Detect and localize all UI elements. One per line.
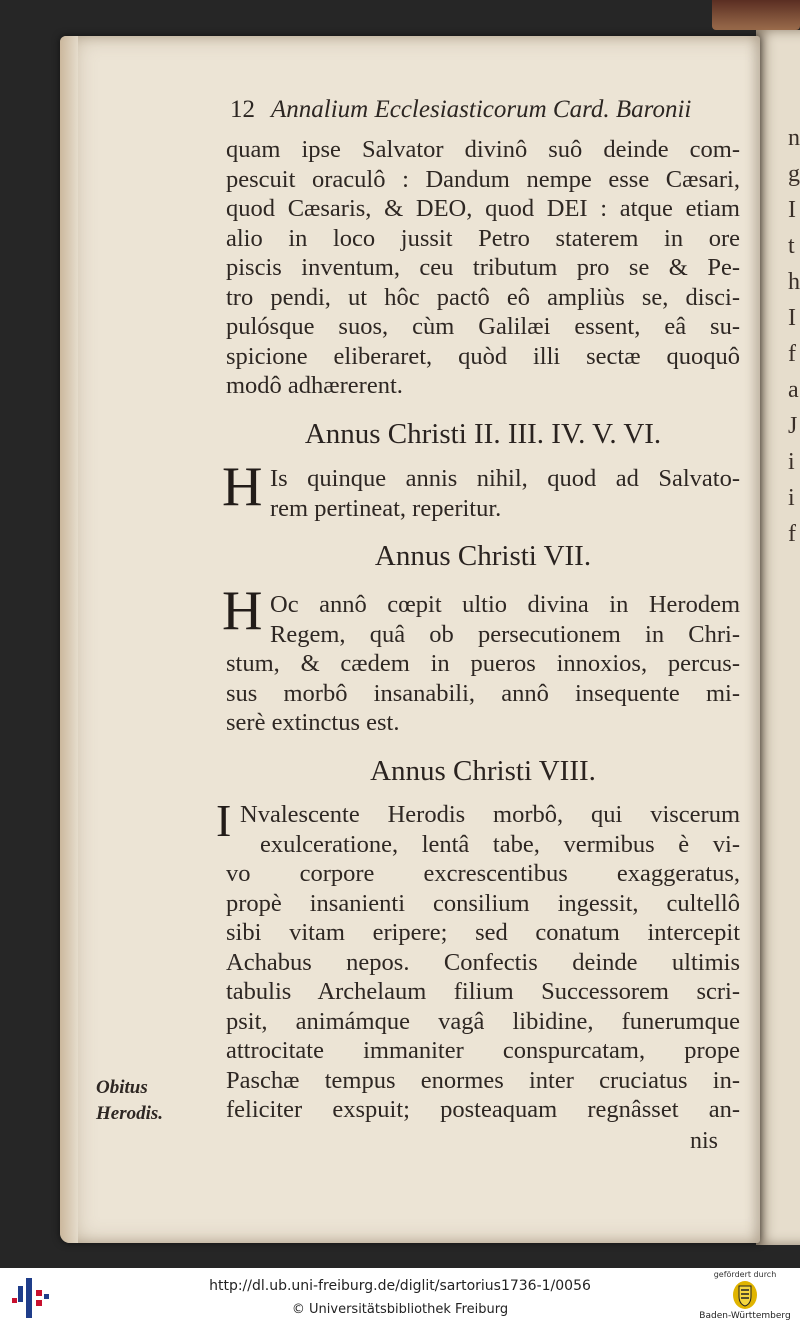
text-line: pescuit oraculô : Dandum nempe esse Cæsari, <box>226 165 740 193</box>
text-line: Regem, quâ ob persecutionem in Chri- <box>270 620 740 648</box>
catchword: nis <box>690 1128 719 1154</box>
text-line: tro pendi, ut hôc pactô eô ampliùs se, disci- <box>226 283 740 311</box>
next-page-letter: i <box>788 485 795 511</box>
drop-cap: H <box>222 580 263 642</box>
text-line: exulceratione, lentâ tabe, vermibus è vi- <box>260 830 740 858</box>
running-header <box>230 96 700 124</box>
next-page-letter: a <box>788 377 799 403</box>
text-line: vo corpore excrescentibus exaggeratus, <box>226 860 740 887</box>
sponsor-block <box>695 1270 795 1321</box>
footer-bar <box>0 1268 800 1326</box>
next-page-letters <box>788 120 800 552</box>
next-page-letter: f <box>788 521 796 547</box>
text-line: psit, animámque vagâ libidine, funerumque <box>226 1007 740 1035</box>
text-line: stum, & cædem in pueros innoxios, percus- <box>226 650 740 677</box>
paragraph-2 <box>226 464 740 523</box>
paragraph-1 <box>226 135 740 401</box>
text-line: pulósque suos, cùm Galilæi essent, eâ su- <box>226 313 740 340</box>
sponsor-region: Baden-Württemberg <box>699 1311 791 1321</box>
text-line: piscis inventum, ceu tributum pro se & Pe- <box>226 254 740 281</box>
text-line: Paschæ tempus enormes inter cruciatus in- <box>226 1066 740 1094</box>
drop-cap: I <box>216 795 232 846</box>
text-line: sibi vitam eripere; sed conatum intercepit <box>226 919 740 946</box>
next-page-letter: I <box>788 305 796 331</box>
drop-cap: H <box>222 456 263 518</box>
next-page-letter: f <box>788 341 796 367</box>
permalink-url[interactable]: http://dl.ub.uni-freiburg.de/diglit/sartorius1736-1/0056 <box>209 1278 591 1294</box>
coat-of-arms-icon <box>732 1280 758 1310</box>
text-line: attrocitate immaniter conspurcatam, prope <box>226 1037 740 1064</box>
copyright-notice: © Universitätsbibliothek Freiburg <box>291 1302 509 1317</box>
page-gutter-shadow <box>60 36 78 1243</box>
text-line: Nvalescente Herodis morbô, qui viscerum <box>240 801 740 828</box>
paragraph-4 <box>226 800 740 1125</box>
text-line: propè insanienti consilium ingessit, cultellô <box>226 889 740 917</box>
text-line: feliciter exspuit; posteaquam regnâsset an- <box>226 1096 740 1123</box>
book-cover-edge <box>712 0 800 30</box>
section-heading: Annus Christi VIII. <box>370 755 596 787</box>
next-page-letter: i <box>788 449 795 475</box>
section-heading: Annus Christi VII. <box>374 540 592 572</box>
next-page-letter: I <box>788 197 796 223</box>
margin-note-line: Obitus <box>96 1077 148 1098</box>
text-line: quod Cæsaris, & DEO, quod DEI : atque etiam <box>226 195 740 222</box>
next-page-letter: h <box>788 269 800 295</box>
margin-note-line: Herodis. <box>96 1103 164 1124</box>
next-page-letter: t <box>788 233 795 259</box>
text-line: Achabus nepos. Confectis deinde ultimis <box>226 948 740 976</box>
next-page-letter: g <box>788 161 800 187</box>
text-line: rem pertineat, reperitur. <box>270 494 502 522</box>
section-heading: Annus Christi II. III. IV. V. VI. <box>304 418 662 450</box>
text-line: serè extinctus est. <box>226 709 400 736</box>
margin-note <box>96 1075 206 1127</box>
text-line: Is quinque annis nihil, quod ad Salvato- <box>270 465 740 492</box>
text-line: modô adhærerent. <box>226 372 403 399</box>
text-line: sus morbô insanabili, annô insequente mi- <box>226 679 740 707</box>
text-line: alio in loco jussit Petro staterem in ore <box>226 224 740 252</box>
paragraph-3 <box>226 590 740 738</box>
running-title: Annalium Ecclesiasticorum Card. Baronii <box>271 96 692 123</box>
next-page-letter: J <box>788 413 798 439</box>
text-line: tabulis Archelaum filium Successorem scri- <box>226 978 740 1005</box>
text-line: Oc annô cœpit ultio divina in Herodem <box>270 591 740 618</box>
page-number: 12 <box>230 96 255 123</box>
text-line: quam ipse Salvator divinô suô deinde com- <box>226 136 740 163</box>
next-page-letter: n <box>788 125 800 151</box>
sponsor-label: gefördert durch <box>713 1270 777 1279</box>
text-line: spicione eliberaret, quòd illi sectæ quoquô <box>226 342 740 370</box>
